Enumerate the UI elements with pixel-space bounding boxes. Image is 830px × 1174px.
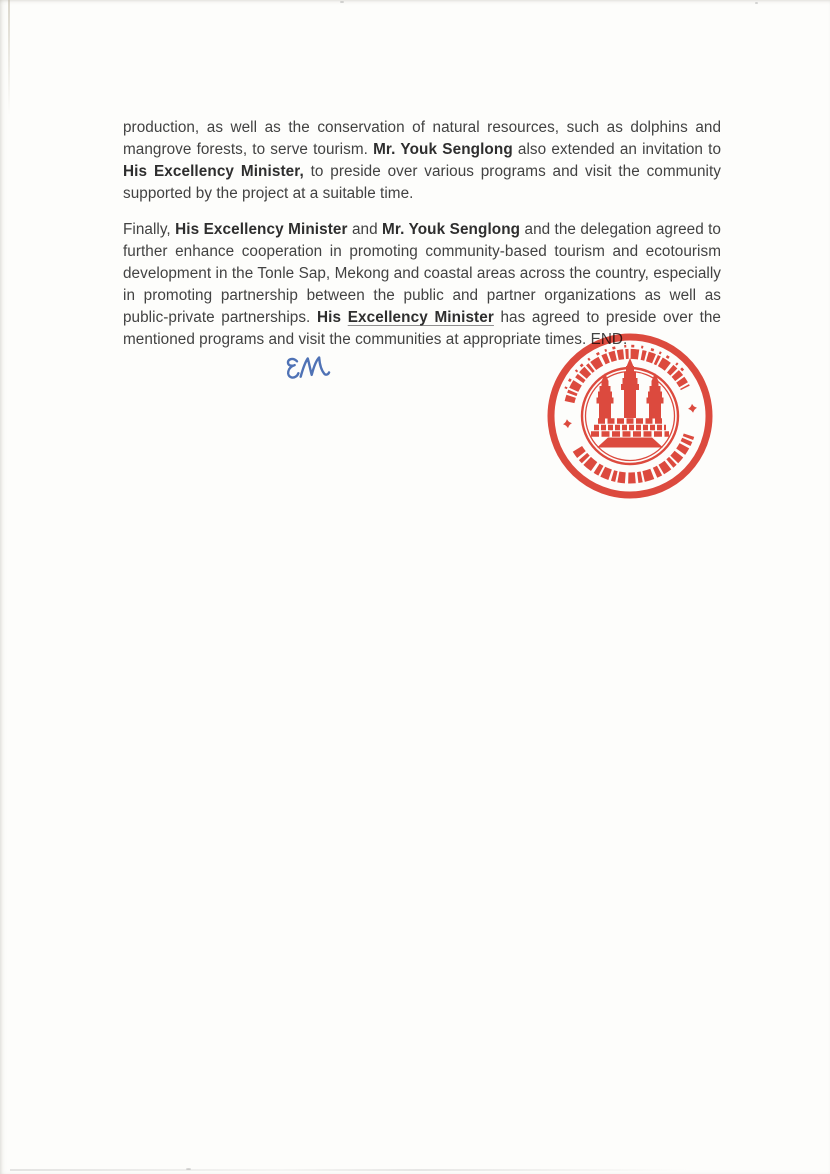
text-run: has agreed to preside over the mentioned programs and visit the communities at appropriate times. END.	[123, 309, 721, 348]
scan-artifact-bottom	[10, 1169, 690, 1171]
scan-speck	[340, 1, 344, 3]
bold-text-run: Mr. Youk Senglong	[373, 141, 513, 158]
paragraph	[123, 117, 721, 205]
text-run: Finally,	[123, 221, 176, 238]
stamp-rosette-left-icon	[562, 419, 572, 429]
signature-initials-path	[287, 357, 329, 378]
bold-text-run: Mr. Youk Senglong	[382, 221, 521, 238]
text-run: also extended an invitation to	[512, 141, 721, 158]
bold-text-run: His Excellency Minister,	[123, 163, 304, 180]
bold-text-run: Excellency Minister	[347, 309, 494, 326]
text-run: and	[347, 221, 383, 238]
scan-artifact-left-edge	[8, 0, 10, 115]
document-body	[123, 117, 721, 365]
stamp-towers-emblem	[591, 358, 669, 448]
official-red-stamp	[544, 330, 716, 502]
stamp-rosette-right-icon	[688, 403, 698, 413]
scan-speck	[186, 1168, 191, 1170]
bold-text-run: His Excellency Minister	[175, 221, 348, 238]
text-run: to preside over various programs and visit the community supported by the project at a suitable time.	[123, 163, 721, 202]
text-run: and the delegation agreed to further enhance cooperation in promoting community-based tourism and ecotourism development in the Tonle Sap, Mekong and coastal areas across the country, especially in promoting partnership between the public and partner organizations as well as public-private partnerships.	[123, 221, 721, 326]
scan-speck	[755, 2, 758, 4]
handwritten-initials-signature	[280, 347, 335, 393]
bold-text-run: His	[316, 309, 348, 326]
text-run: production, as well as the conservation of natural resources, such as dolphins and mangrove forests, to serve tourism.	[123, 119, 721, 158]
